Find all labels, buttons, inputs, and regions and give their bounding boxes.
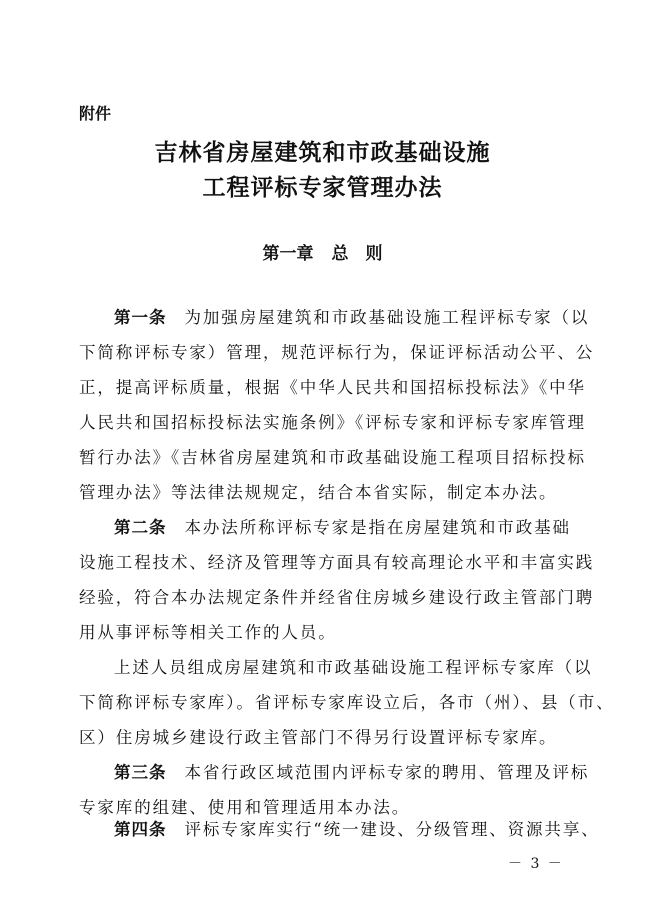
article-label: 第四条 [114,820,167,839]
article-line: 设施工程技术、经济及管理等方面具有较高理论水平和丰富实践 [79,553,595,572]
article-label: 第一条 [114,308,167,327]
article-line [79,755,590,790]
article-line [79,300,590,335]
article-2-paragraph-2 [79,650,615,755]
article-text: 本省行政区域范围内评标专家的聘用、管理及评标 [184,763,590,782]
article-line: 下简称评标专家库）。省评标专家库设立后，各市（州）、县（市、 [79,693,615,712]
article-line: 经验，符合本办法规定条件并经省住房城乡建设行政主管部门聘 [79,588,595,607]
article-line: 专家库的组建、使用和管理适用本办法。 [79,798,411,817]
chapter-heading [0,239,645,264]
attachment-label: 附件 [79,104,112,123]
article-line [79,812,600,847]
article-2 [79,510,595,650]
article-text: 为加强房屋建筑和市政基础设施工程评标专家（以 [184,308,590,327]
article-line: 下简称评标专家）管理，规范评标行为，保证评标活动公平、公 [79,343,595,362]
article-4 [79,812,600,847]
document-title-line-1: 吉林省房屋建筑和市政基础设施 [154,139,491,166]
article-text: 评标专家库实行“统一建设、分级管理、资源共享、 [184,820,600,839]
article-text: 本办法所称评标专家是指在房屋建筑和市政基础 [184,518,571,537]
article-line: 上述人员组成房屋建筑和市政基础设施工程评标专家库（以 [114,658,593,677]
article-label: 第三条 [114,763,167,782]
article-line: 正，提高评标质量，根据《中华人民共和国招标投标法》《中华 [79,378,586,397]
article-line: 区）住房城乡建设行政主管部门不得另行设置评标专家库。 [79,728,558,747]
article-line [79,510,571,545]
article-label: 第二条 [114,518,167,537]
chapter-name: 总 则 [331,244,383,264]
article-1 [79,300,595,510]
page-number: － 3 － [508,856,564,872]
chapter-number: 第一章 [262,244,314,264]
article-line: 暂行办法》《吉林省房屋建筑和市政基础设施工程项目招标投标 [79,448,586,467]
article-line: 管理办法》等法律法规规定，结合本省实际，制定本办法。 [79,483,558,502]
document-title-line-2: 工程评标专家管理办法 [202,174,443,201]
article-line: 人民共和国招标投标法实施条例》《评标专家和评标专家库管理 [79,413,586,432]
article-line: 用从事评标等相关工作的人员。 [79,623,337,642]
